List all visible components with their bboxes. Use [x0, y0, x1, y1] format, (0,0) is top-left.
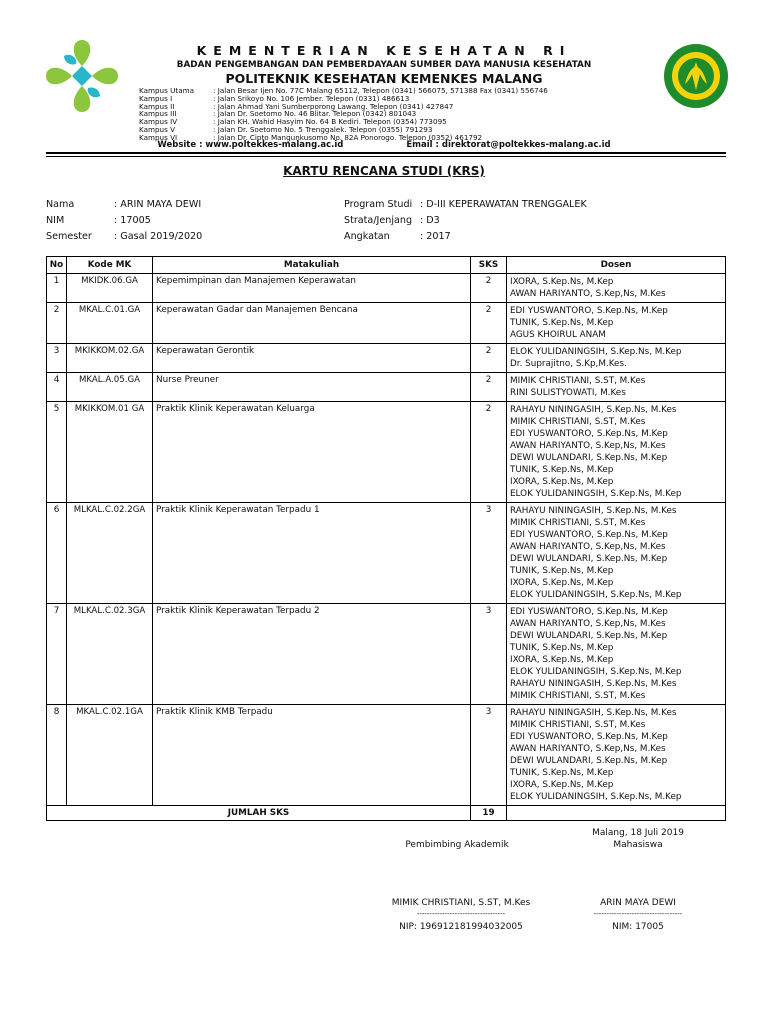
institution-heading: POLITEKNIK KESEHATAN KEMENKES MALANG — [225, 71, 543, 86]
row-dosen-list — [507, 503, 726, 604]
dosen-name: IXORA, S.Kep.Ns, M.Kep — [510, 277, 614, 287]
row-sks: 2 — [471, 274, 507, 303]
prodi-value: : D-III KEPERAWATAN TRENGGALEK — [420, 199, 587, 210]
row-kode-mk: MLKAL.C.02.2GA — [67, 503, 153, 604]
campus-address: : Jalan Dr. Soetomo No. 46 Blitar. Telepon (0342) 801043 — [213, 109, 417, 119]
dosen-name: EDI YUSWANTORO, S.Kep.Ns, M.Kep — [510, 530, 668, 540]
dosen-name: IXORA, S.Kep.Ns, M.Kep — [510, 655, 614, 665]
table-row — [47, 604, 726, 705]
dosen-name: IXORA, S.Kep.Ns, M.Kep — [510, 578, 614, 588]
nim-label: NIM — [46, 215, 65, 226]
row-sks: 3 — [471, 705, 507, 806]
row-dosen-list — [507, 303, 726, 344]
row-dosen-list — [507, 705, 726, 806]
table-row — [47, 303, 726, 344]
row-matakuliah: Kepemimpinan dan Manajemen Keperawatan — [153, 274, 471, 303]
header-divider — [46, 152, 726, 154]
advisor-name: MIMIK CHRISTIANI, S.ST, M.Kes — [391, 898, 531, 908]
advisor-signature-line: ----------------------------------- — [416, 910, 506, 918]
campus-address: : Jalan Dr. Soetomo No. 5 Trenggalek. Telepon (0355) 791293 — [213, 124, 433, 134]
row-kode-mk: MKIKKOM.01 GA — [67, 402, 153, 503]
campus-name: Kampus Utama — [139, 86, 195, 95]
dosen-name: IXORA, S.Kep.Ns, M.Kep — [510, 477, 614, 487]
campus-address-list — [139, 87, 548, 142]
nama-value: : ARIN MAYA DEWI — [114, 199, 202, 210]
dosen-name: DEWI WULANDARI, S.Kep.Ns, M.Kep — [510, 453, 668, 463]
row-no: 5 — [47, 402, 67, 503]
student-nim: NIM: 17005 — [612, 922, 664, 932]
table-row — [47, 402, 726, 503]
row-matakuliah: Praktik Klinik Keperawatan Terpadu 2 — [153, 604, 471, 705]
row-no: 7 — [47, 604, 67, 705]
advisor-role: Pembimbing Akademik — [405, 840, 509, 850]
row-sks: 2 — [471, 303, 507, 344]
ministry-heading: KEMENTERIAN KESEHATAN RI — [196, 43, 572, 58]
dosen-name: ELOK YULIDANINGSIH, S.Kep.Ns, M.Kep — [510, 590, 682, 600]
dosen-name: Dr. Suprajitno, S.Kp,M.Kes. — [510, 359, 627, 369]
dosen-name: AWAN HARIYANTO, S.Kep,Ns, M.Kes — [510, 289, 666, 299]
dosen-name: EDI YUSWANTORO, S.Kep.Ns, M.Kep — [510, 429, 668, 439]
total-sks: 19 — [471, 806, 507, 821]
campus-name: Kampus I — [139, 93, 173, 103]
prodi-label: Program Studi — [344, 199, 413, 210]
dosen-name: MIMIK CHRISTIANI, S.ST, M.Kes — [510, 518, 646, 528]
place-date: Malang, 18 Juli 2019 — [592, 828, 684, 838]
table-row — [47, 503, 726, 604]
row-no: 6 — [47, 503, 67, 604]
dosen-name: ELOK YULIDANINGSIH, S.Kep.Ns, M.Kep — [510, 667, 682, 677]
table-row — [47, 373, 726, 402]
dosen-name: MIMIK CHRISTIANI, S.ST, M.Kes — [510, 691, 646, 701]
row-matakuliah: Praktik Klinik KMB Terpadu — [153, 705, 471, 806]
contact-line — [0, 140, 768, 150]
total-row — [47, 806, 726, 821]
dosen-name: RAHAYU NININGASIH, S.Kep.Ns, M.Kes — [510, 708, 677, 718]
student-role: Mahasiswa — [613, 840, 663, 850]
campus-address: : Jalan Srikoyo No. 106 Jember. Telepon (0331) 486613 — [213, 93, 410, 103]
semester-label: Semester — [46, 231, 92, 242]
dosen-name: AWAN HARIYANTO, S.Kep,Ns, M.Kes — [510, 542, 666, 552]
dosen-name: TUNIK, S.Kep.Ns, M.Kep — [510, 566, 614, 576]
strata-value: : D3 — [420, 215, 440, 226]
row-no: 2 — [47, 303, 67, 344]
row-kode-mk: MKIKKOM.02.GA — [67, 344, 153, 373]
table-row — [47, 705, 726, 806]
nama-label: Nama — [46, 199, 75, 210]
dosen-name: TUNIK, S.Kep.Ns, M.Kep — [510, 768, 614, 778]
dosen-name: EDI YUSWANTORO, S.Kep.Ns, M.Kep — [510, 306, 668, 316]
agency-heading: BADAN PENGEMBANGAN DAN PEMBERDAYAAN SUMBER DAYA MANUSIA KESEHATAN — [176, 60, 592, 70]
dosen-name: RINI SULISTYOWATI, M.Kes — [510, 388, 626, 398]
dosen-name: AWAN HARIYANTO, S.Kep,Ns, M.Kes — [510, 619, 666, 629]
total-label: JUMLAH SKS — [47, 806, 471, 821]
total-dosen-empty — [507, 806, 726, 821]
dosen-name: EDI YUSWANTORO, S.Kep.Ns, M.Kep — [510, 607, 668, 617]
student-signature-line: ----------------------------------- — [593, 910, 683, 918]
dosen-name: TUNIK, S.Kep.Ns, M.Kep — [510, 318, 614, 328]
col-kode-header: Kode MK — [67, 257, 153, 274]
row-dosen-list — [507, 344, 726, 373]
col-no-header: No — [47, 257, 67, 274]
dosen-name: AGUS KHOIRUL ANAM — [510, 330, 606, 340]
dosen-name: TUNIK, S.Kep.Ns, M.Kep — [510, 643, 614, 653]
campus-name: Kampus II — [139, 101, 175, 111]
dosen-name: DEWI WULANDARI, S.Kep.Ns, M.Kep — [510, 554, 668, 564]
dosen-name: DEWI WULANDARI, S.Kep.Ns, M.Kep — [510, 756, 668, 766]
col-dosen-header: Dosen — [507, 257, 726, 274]
campus-address: : Jalan Ahmad Yani Sumberporong Lawang. Telepon (0341) 427847 — [213, 101, 454, 111]
row-no: 1 — [47, 274, 67, 303]
row-kode-mk: MKAL.A.05.GA — [67, 373, 153, 402]
row-sks: 2 — [471, 402, 507, 503]
row-dosen-list — [507, 604, 726, 705]
dosen-name: MIMIK CHRISTIANI, S.ST, M.Kes — [510, 417, 646, 427]
document-title: KARTU RENCANA STUDI (KRS) — [283, 164, 485, 178]
campus-address: : Jalan Besar Ijen No. 77C Malang 65112, Telepon (0341) 566075, 571388 Fax (0341) 556746 — [213, 86, 548, 95]
row-matakuliah: Keperawatan Gadar dan Manajemen Bencana — [153, 303, 471, 344]
row-sks: 2 — [471, 373, 507, 402]
col-sks-header: SKS — [471, 257, 507, 274]
campus-address: : Jalan Dr. Cipto Mangunkusomo No. 82A Ponorogo. Telepon (0352) 461792 — [213, 132, 483, 142]
nim-value: : 17005 — [114, 215, 151, 226]
dosen-name: ELOK YULIDANINGSIH, S.Kep.Ns, M.Kep — [510, 792, 682, 802]
row-dosen-list — [507, 402, 726, 503]
dosen-name: TUNIK, S.Kep.Ns, M.Kep — [510, 465, 614, 475]
semester-value: : Gasal 2019/2020 — [114, 231, 203, 242]
row-kode-mk: MKAL.C.01.GA — [67, 303, 153, 344]
campus-name: Kampus V — [139, 124, 176, 134]
dosen-name: EDI YUSWANTORO, S.Kep.Ns, M.Kep — [510, 732, 668, 742]
campus-name: Kampus III — [139, 109, 177, 119]
table-row — [47, 344, 726, 373]
table-header-row — [47, 257, 726, 274]
angkatan-value: : 2017 — [420, 231, 451, 242]
dosen-name: DEWI WULANDARI, S.Kep.Ns, M.Kep — [510, 631, 668, 641]
dosen-name: AWAN HARIYANTO, S.Kep,Ns, M.Kes — [510, 441, 666, 451]
row-kode-mk: MKAL.C.02.1GA — [67, 705, 153, 806]
row-sks: 3 — [471, 503, 507, 604]
krs-table — [46, 256, 726, 821]
dosen-name: RAHAYU NININGASIH, S.Kep.Ns, M.Kes — [510, 506, 677, 516]
row-sks: 2 — [471, 344, 507, 373]
row-matakuliah: Keperawatan Gerontik — [153, 344, 471, 373]
row-matakuliah: Praktik Klinik Keperawatan Terpadu 1 — [153, 503, 471, 604]
dosen-name: RAHAYU NININGASIH, S.Kep.Ns, M.Kes — [510, 405, 677, 415]
student-name: ARIN MAYA DEWI — [600, 898, 676, 908]
dosen-name: IXORA, S.Kep.Ns, M.Kep — [510, 780, 614, 790]
angkatan-label: Angkatan — [344, 231, 390, 242]
table-row — [47, 274, 726, 303]
dosen-name: ELOK YULIDANINGSIH, S.Kep.Ns, M.Kep — [510, 347, 682, 357]
col-matakuliah-header: Matakuliah — [153, 257, 471, 274]
dosen-name: RAHAYU NININGASIH, S.Kep.Ns, M.Kes — [510, 679, 677, 689]
row-no: 4 — [47, 373, 67, 402]
email-link[interactable]: Email : direktorat@poltekkes-malang.ac.id — [406, 140, 611, 150]
row-kode-mk: MLKAL.C.02.3GA — [67, 604, 153, 705]
campus-address: : Jalan KH. Wahid Hasyim No. 64 B Kediri. Telepon (0354) 773095 — [213, 117, 447, 127]
dosen-name: MIMIK CHRISTIANI, S.ST, M.Kes — [510, 376, 646, 386]
strata-label: Strata/Jenjang — [344, 215, 413, 226]
row-no: 8 — [47, 705, 67, 806]
header-divider-thin — [46, 156, 726, 157]
campus-name: Kampus IV — [139, 117, 178, 127]
row-kode-mk: MKIDK.06.GA — [67, 274, 153, 303]
table-body — [47, 274, 726, 806]
row-no: 3 — [47, 344, 67, 373]
website-link[interactable]: Website : www.poltekkes-malang.ac.id — [157, 140, 344, 150]
dosen-name: ELOK YULIDANINGSIH, S.Kep.Ns, M.Kep — [510, 489, 682, 499]
campus-name: Kampus VI — [139, 132, 178, 142]
dosen-name: AWAN HARIYANTO, S.Kep,Ns, M.Kes — [510, 744, 666, 754]
row-dosen-list — [507, 373, 726, 402]
row-dosen-list — [507, 274, 726, 303]
dosen-name: MIMIK CHRISTIANI, S.ST, M.Kes — [510, 720, 646, 730]
row-matakuliah: Praktik Klinik Keperawatan Keluarga — [153, 402, 471, 503]
row-matakuliah: Nurse Preuner — [153, 373, 471, 402]
advisor-nip: NIP: 196912181994032005 — [399, 922, 523, 932]
row-sks: 3 — [471, 604, 507, 705]
